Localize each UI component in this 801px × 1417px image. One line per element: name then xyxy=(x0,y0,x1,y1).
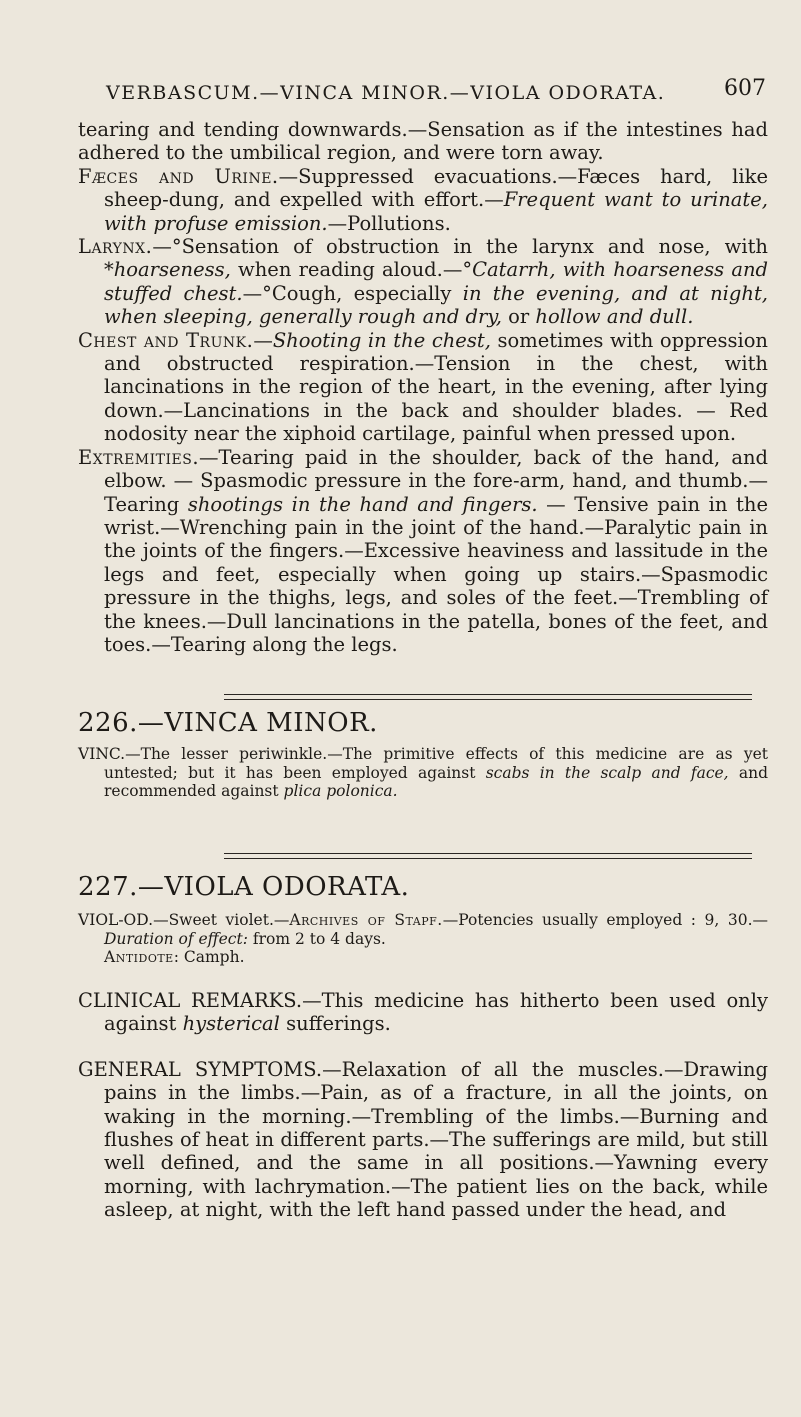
duration-label: Duration of effect: xyxy=(104,929,248,948)
faeces-paragraph: Fæces and Urine.—Suppressed evacuations.—Fæces hard, like sheep-dung, and expelled with effort.—Frequent want to urinate, with profuse emission.—Pollutions. xyxy=(78,164,768,235)
running-head xyxy=(106,76,766,104)
section-divider xyxy=(224,694,752,700)
clinical-remarks: CLINICAL REMARKS.—This medicine has hitherto been used only against hysterical sufferings. xyxy=(78,988,768,1036)
section-divider xyxy=(224,858,752,859)
general-label: GENERAL SYMPTOMS. xyxy=(78,1057,323,1081)
general-symptoms: GENERAL SYMPTOMS.—Relaxation of all the muscles.—Drawing pains in the limbs.—Pain, as of a fracture, in all the joints, on waking in the morning.—Trembling of the limbs.—Burning and flushes of heat in different parts.—The sufferings are mild, but still well defined, and the same in all positions.—Yawning every morning, with lachrymation.—The patient lies on the back, while asleep, at night, with the left hand passed under the head, and xyxy=(78,1057,768,1222)
extremities-paragraph: Extremities.—Tearing paid in the shoulder, back of the hand, and elbow. — Spasmodic pressure in the fore-arm, hand, and thumb.—Tearing shootings in the hand and fingers. — Tensive pain in the wrist.—Wrenching pain in the joint of the hand.—Paralytic pain in the joints of the fingers.—Excessive heaviness and lassitude in the legs and feet, especially when going up stairs.—Spasmodic pressure in the thighs, legs, and soles of the feet.—Trembling of the knees.—Dull lancinations in the patella, bones of the feet, and toes.—Tearing along the legs. xyxy=(78,445,768,656)
intestines-paragraph: tearing and tending downwards.—Sensation as if the intestines had adhered to the umbilical region, and were torn away. xyxy=(78,118,768,165)
vinca-section xyxy=(78,708,768,801)
larynx-paragraph: Larynx.—°Sensation of obstruction in the larynx and nose, with *hoarseness, when reading aloud.—°Catarrh, with hoarseness and stuffed chest.—°Cough, especially in the evening, and at night, when sleeping, generally rough and dry, or hollow and dull. xyxy=(78,235,768,329)
viola-title: 227.—VIOLA ODORATA. xyxy=(78,872,410,902)
clinical-label: CLINICAL REMARKS. xyxy=(78,988,303,1012)
running-title: VERBASCUM.—VINCA MINOR.—VIOLA ODORATA. xyxy=(106,82,666,104)
vinca-description: VINC.—The lesser periwinkle.—The primitive effects of this medicine are as yet untested; but it has been employed against scabs in the scalp and face, and recommended against plica polonica. xyxy=(78,745,768,801)
verbascum-symptoms xyxy=(78,118,768,656)
chest-paragraph: Chest and Trunk.—Shooting in the chest, sometimes with oppression and obstructed respiration.—Tension in the chest, with lancinations in the region of the heart, in the evening, after lying down.—Lancinations in the back and shoulder blades. — Red nodosity near the xiphoid cartilage, painful when pressed upon. xyxy=(78,328,768,446)
chest-label: Chest and Trunk. xyxy=(78,328,254,352)
vinca-title: 226.—VINCA MINOR. xyxy=(78,708,378,738)
antidote-label: Antidote xyxy=(104,948,174,967)
viola-section xyxy=(78,872,768,1222)
viola-intro: VIOL-OD.—Sweet violet.—Archives of Stapf.—Potencies usually employed : 9, 30.—Duration of effect: from 2 to 4 days. Antidote: Camph. xyxy=(78,911,768,967)
larynx-label: Larynx. xyxy=(78,235,153,259)
section-divider xyxy=(224,853,752,854)
extremities-label: Extremities. xyxy=(78,445,200,469)
faeces-label: Fæces and Urine. xyxy=(78,164,279,188)
page-number: 607 xyxy=(724,76,766,101)
archives-label: Archives of Stapf. xyxy=(289,911,443,930)
